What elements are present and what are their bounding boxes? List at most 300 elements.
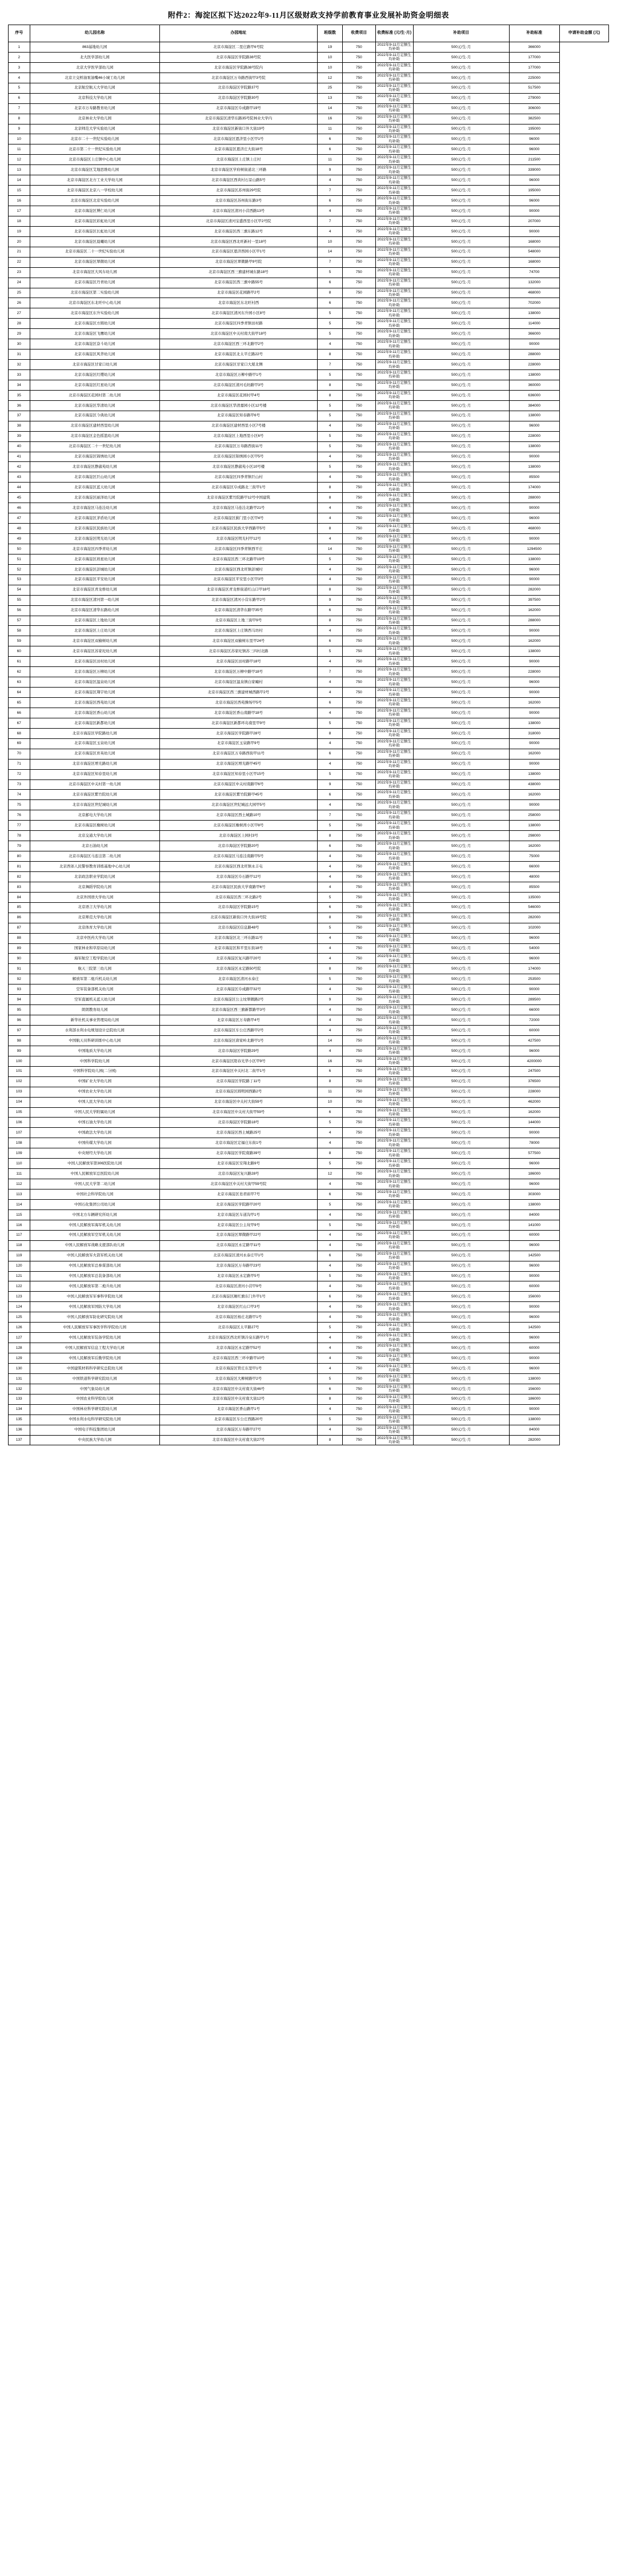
cell-subsidy-standard: 138000 bbox=[509, 1199, 559, 1209]
cell-subsidy-item: 500元/生·月 bbox=[413, 1076, 509, 1087]
cell-subsidy-standard: 288000 bbox=[509, 616, 559, 626]
cell-subsidy-item: 500元/生·月 bbox=[413, 831, 509, 841]
cell-index: 27 bbox=[9, 308, 30, 319]
cell-fee-item: 750 bbox=[343, 370, 375, 380]
cell-subsidy-standard: 90000 bbox=[509, 688, 559, 698]
cell-address: 北京市海淀区西北旺镇彭城村 bbox=[159, 564, 317, 574]
table-row bbox=[9, 779, 609, 790]
cell-address: 北京市海淀区西三环北路2号 bbox=[159, 892, 317, 902]
cell-index: 130 bbox=[9, 1363, 30, 1373]
cell-kindergarten-name: 中国人民解放军空军机关幼儿园 bbox=[30, 1230, 159, 1240]
cell-class-count: 5 bbox=[317, 646, 342, 657]
cell-fee-item: 750 bbox=[343, 216, 375, 226]
cell-address: 北京市海淀区清华东路35号院林业大学内 bbox=[159, 114, 317, 124]
cell-fee-item: 750 bbox=[343, 1251, 375, 1261]
cell-index: 12 bbox=[9, 155, 30, 165]
cell-fee-standard: 2022年9-11月定额生均补助 bbox=[375, 1384, 413, 1394]
table-row bbox=[9, 923, 609, 933]
cell-subsidy-standard: 636000 bbox=[509, 390, 559, 400]
cell-kindergarten-name: 北京市二十一世纪实验幼儿园 bbox=[30, 134, 159, 144]
cell-fee-standard: 2022年9-11月定额生均补助 bbox=[375, 1209, 413, 1220]
cell-kindergarten-name: 北京大学医学部幼儿园 bbox=[30, 62, 159, 73]
cell-fee-item: 750 bbox=[343, 1035, 375, 1046]
table-row bbox=[9, 1353, 609, 1364]
table-row bbox=[9, 472, 609, 483]
cell-class-count: 10 bbox=[317, 236, 342, 247]
table-row bbox=[9, 524, 609, 534]
cell-fee-standard: 2022年9-11月定额生均补助 bbox=[375, 605, 413, 616]
cell-class-count: 8 bbox=[317, 616, 342, 626]
cell-fee-standard: 2022年9-11月定额生均补助 bbox=[375, 1281, 413, 1292]
cell-fee-item: 750 bbox=[343, 1312, 375, 1323]
table-row bbox=[9, 452, 609, 462]
cell-index: 106 bbox=[9, 1118, 30, 1128]
table-row bbox=[9, 534, 609, 544]
cell-address: 北京市海淀区马连洼南路甲5号 bbox=[159, 851, 317, 862]
cell-subsidy-item: 500元/生·月 bbox=[413, 503, 509, 513]
cell-subsidy-standard: 60000 bbox=[509, 1026, 559, 1036]
cell-subsidy-standard: 288000 bbox=[509, 493, 559, 503]
cell-address: 北京市海淀区田村路甲18号 bbox=[159, 657, 317, 667]
cell-class-count: 5 bbox=[317, 554, 342, 564]
table-row bbox=[9, 247, 609, 257]
cell-fee-item: 750 bbox=[343, 452, 375, 462]
cell-address: 北京市海淀区阜成路甲32号 bbox=[159, 984, 317, 995]
cell-class-count: 6 bbox=[317, 1384, 342, 1394]
cell-index: 55 bbox=[9, 595, 30, 605]
table-row bbox=[9, 1425, 609, 1435]
cell-fee-standard: 2022年9-11月定额生均补助 bbox=[375, 954, 413, 964]
cell-fee-standard: 2022年9-11月定额生均补助 bbox=[375, 1066, 413, 1076]
cell-index: 6 bbox=[9, 93, 30, 103]
cell-class-count: 5 bbox=[317, 1323, 342, 1333]
table-row bbox=[9, 933, 609, 943]
table-row bbox=[9, 226, 609, 236]
cell-class-count: 6 bbox=[317, 1292, 342, 1302]
cell-subsidy-item: 500元/生·月 bbox=[413, 1015, 509, 1026]
cell-fee-item: 750 bbox=[343, 1148, 375, 1159]
cell-subsidy-standard: 96000 bbox=[509, 175, 559, 186]
cell-address: 北京市海淀区新都环岛南里甲9号 bbox=[159, 718, 317, 728]
cell-fee-item: 750 bbox=[343, 390, 375, 400]
table-row bbox=[9, 186, 609, 196]
cell-address: 北京市海淀区学院路29号 bbox=[159, 1046, 317, 1056]
cell-class-count: 5 bbox=[317, 1220, 342, 1230]
cell-fee-standard: 2022年9-11月定额生均补助 bbox=[375, 933, 413, 943]
cell-subsidy-item: 500元/生·月 bbox=[413, 144, 509, 155]
cell-class-count: 4 bbox=[317, 513, 342, 524]
cell-address: 北京市海淀区恩济里小区甲1号 bbox=[159, 134, 317, 144]
cell-subsidy-standard: 102000 bbox=[509, 923, 559, 933]
cell-fee-standard: 2022年9-11月定额生均补助 bbox=[375, 308, 413, 319]
cell-kindergarten-name: 北京市海淀区晨曦幼儿园 bbox=[30, 236, 159, 247]
cell-fee-item: 750 bbox=[343, 288, 375, 298]
cell-fee-standard: 2022年9-11月定额生均补助 bbox=[375, 1118, 413, 1128]
cell-kindergarten-name: 中国传媒大学幼儿园 bbox=[30, 1138, 159, 1148]
cell-fee-standard: 2022年9-11月定额生均补助 bbox=[375, 1097, 413, 1107]
cell-subsidy-standard: 96000 bbox=[509, 196, 559, 206]
cell-kindergarten-name: 北京市海淀区二十一世纪幼儿园 bbox=[30, 441, 159, 452]
cell-address: 北京市海淀区圆明园西路2号 bbox=[159, 1087, 317, 1097]
cell-subsidy-item: 500元/生·月 bbox=[413, 1404, 509, 1414]
cell-index: 112 bbox=[9, 1179, 30, 1189]
cell-subsidy-standard: 427500 bbox=[509, 1035, 559, 1046]
cell-class-count: 8 bbox=[317, 483, 342, 493]
cell-fee-standard: 2022年9-11月定额生均补助 bbox=[375, 1425, 413, 1435]
cell-index: 65 bbox=[9, 698, 30, 708]
cell-subsidy-standard: 376500 bbox=[509, 1076, 559, 1087]
cell-address: 北京市海淀区阜石路甲12号 bbox=[159, 871, 317, 882]
cell-class-count: 16 bbox=[317, 114, 342, 124]
cell-subsidy-standard: 90000 bbox=[509, 800, 559, 810]
cell-fee-standard: 2022年9-11月定额生均补助 bbox=[375, 360, 413, 370]
cell-address: 北京市海淀区学院路38号院内 bbox=[159, 62, 317, 73]
cell-kindergarten-name: 北京市海淀区北方工业大学幼儿园 bbox=[30, 175, 159, 186]
cell-kindergarten-name: 北京市海淀区双榆树幼儿园 bbox=[30, 636, 159, 646]
cell-kindergarten-name: 北京市海淀区甘家口幼儿园 bbox=[30, 360, 159, 370]
cell-class-count: 7 bbox=[317, 810, 342, 821]
cell-subsidy-standard: 96000 bbox=[509, 677, 559, 688]
cell-index: 93 bbox=[9, 984, 30, 995]
page-title: 附件2：海淀区拟下达2022年9-11月区级财政支持学前教育事业发展补助资金明细表 bbox=[167, 11, 450, 19]
cell-address: 北京市海淀区永定路甲52号 bbox=[159, 1343, 317, 1353]
cell-class-count: 10 bbox=[317, 1097, 342, 1107]
cell-kindergarten-name: 中国矿业大学幼儿园 bbox=[30, 1076, 159, 1087]
cell-fee-item: 750 bbox=[343, 42, 375, 53]
cell-subsidy-standard: 48000 bbox=[509, 871, 559, 882]
cell-fee-standard: 2022年9-11月定额生均补助 bbox=[375, 452, 413, 462]
cell-subsidy-item: 500元/生·月 bbox=[413, 923, 509, 933]
table-row bbox=[9, 1066, 609, 1076]
cell-index: 110 bbox=[9, 1159, 30, 1169]
cell-kindergarten-name: 北京市海淀区丹青幼儿园 bbox=[30, 278, 159, 288]
cell-fee-item: 750 bbox=[343, 688, 375, 698]
cell-index: 68 bbox=[9, 728, 30, 738]
cell-subsidy-item: 500元/生·月 bbox=[413, 1220, 509, 1230]
cell-kindergarten-name: 国家林业和草原局幼儿园 bbox=[30, 943, 159, 954]
cell-subsidy-standard: 162000 bbox=[509, 841, 559, 851]
cell-subsidy-standard: 138000 bbox=[509, 411, 559, 421]
cell-index: 84 bbox=[9, 892, 30, 902]
cell-index: 79 bbox=[9, 841, 30, 851]
cell-address: 北京市海淀区西土城路10号 bbox=[159, 810, 317, 821]
cell-subsidy-item: 500元/生·月 bbox=[413, 862, 509, 872]
cell-subsidy-standard: 162000 bbox=[509, 749, 559, 759]
cell-fee-item: 750 bbox=[343, 871, 375, 882]
cell-index: 32 bbox=[9, 360, 30, 370]
cell-subsidy-standard: 298000 bbox=[509, 831, 559, 841]
cell-class-count: 4 bbox=[317, 862, 342, 872]
table-row bbox=[9, 349, 609, 360]
cell-fee-standard: 2022年9-11月定额生均补助 bbox=[375, 1056, 413, 1066]
cell-subsidy-standard: 96000 bbox=[509, 933, 559, 943]
cell-index: 20 bbox=[9, 236, 30, 247]
cell-fee-standard: 2022年9-11月定额生均补助 bbox=[375, 984, 413, 995]
cell-class-count: 14 bbox=[317, 1035, 342, 1046]
cell-class-count: 5 bbox=[317, 267, 342, 278]
cell-kindergarten-name: 北京市海淀区北京八一学校幼儿园 bbox=[30, 186, 159, 196]
cell-fee-standard: 2022年9-11月定额生均补助 bbox=[375, 206, 413, 216]
cell-fee-standard: 2022年9-11月定额生均补助 bbox=[375, 585, 413, 595]
cell-subsidy-item: 500元/生·月 bbox=[413, 360, 509, 370]
cell-fee-item: 750 bbox=[343, 616, 375, 626]
cell-index: 11 bbox=[9, 144, 30, 155]
cell-fee-item: 750 bbox=[343, 646, 375, 657]
cell-class-count: 5 bbox=[317, 400, 342, 411]
cell-fee-standard: 2022年9-11月定额生均补助 bbox=[375, 1414, 413, 1425]
cell-subsidy-standard: 517500 bbox=[509, 83, 559, 93]
cell-fee-item: 750 bbox=[343, 677, 375, 688]
table-row bbox=[9, 360, 609, 370]
table-row bbox=[9, 605, 609, 616]
cell-fee-item: 750 bbox=[343, 1292, 375, 1302]
cell-class-count: 13 bbox=[317, 93, 342, 103]
cell-fee-standard: 2022年9-11月定额生均补助 bbox=[375, 52, 413, 62]
table-row bbox=[9, 892, 609, 902]
cell-subsidy-standard: 468000 bbox=[509, 288, 559, 298]
cell-kindergarten-name: 北大医学部幼儿园 bbox=[30, 52, 159, 62]
cell-subsidy-item: 500元/生·月 bbox=[413, 534, 509, 544]
cell-address: 北京市海淀区恩济西园小区甲1号 bbox=[159, 247, 317, 257]
cell-index: 134 bbox=[9, 1404, 30, 1414]
cell-subsidy-item: 500元/生·月 bbox=[413, 62, 509, 73]
cell-subsidy-item: 500元/生·月 bbox=[413, 902, 509, 913]
cell-kindergarten-name: 北京体育大学幼儿园 bbox=[30, 923, 159, 933]
cell-index: 89 bbox=[9, 943, 30, 954]
cell-address: 北京市海淀区西北旺镇冷泉东路甲1号 bbox=[159, 1333, 317, 1343]
table-row bbox=[9, 995, 609, 1005]
cell-subsidy-item: 500元/生·月 bbox=[413, 667, 509, 677]
cell-fee-item: 750 bbox=[343, 892, 375, 902]
cell-index: 70 bbox=[9, 749, 30, 759]
cell-fee-standard: 2022年9-11月定额生均补助 bbox=[375, 144, 413, 155]
cell-subsidy-item: 500元/生·月 bbox=[413, 349, 509, 360]
cell-kindergarten-name: 北京市海淀区上庄幼儿园 bbox=[30, 626, 159, 636]
table-row bbox=[9, 831, 609, 841]
cell-kindergarten-name: 北京市海淀区知春里幼儿园 bbox=[30, 769, 159, 779]
cell-kindergarten-name: 北京市海淀区橡树幼儿园 bbox=[30, 821, 159, 831]
cell-index: 24 bbox=[9, 278, 30, 288]
cell-fee-standard: 2022年9-11月定额生均补助 bbox=[375, 1435, 413, 1445]
cell-kindergarten-name: 海军航空工程学院幼儿园 bbox=[30, 954, 159, 964]
cell-fee-item: 750 bbox=[343, 1159, 375, 1169]
table-row bbox=[9, 144, 609, 155]
cell-subsidy-item: 500元/生·月 bbox=[413, 790, 509, 800]
cell-class-count: 5 bbox=[317, 718, 342, 728]
cell-address: 北京市海淀区香山南路甲18号 bbox=[159, 708, 317, 718]
cell-subsidy-standard: 74700 bbox=[509, 267, 559, 278]
cell-fee-standard: 2022年9-11月定额生均补助 bbox=[375, 943, 413, 954]
cell-class-count: 5 bbox=[317, 769, 342, 779]
cell-kindergarten-name: 北京市海淀区蓝天幼儿园 bbox=[30, 483, 159, 493]
cell-address: 北京市海淀区中关村南大街甲18号 bbox=[159, 329, 317, 339]
cell-address: 北京市海淀区苏家坨镇苏三四村北路 bbox=[159, 646, 317, 657]
table-row bbox=[9, 821, 609, 831]
table-row bbox=[9, 1148, 609, 1159]
cell-kindergarten-name: 中国航天员科研训练中心幼儿园 bbox=[30, 1035, 159, 1046]
cell-fee-item: 750 bbox=[343, 472, 375, 483]
cell-kindergarten-name: 北京市海淀区长虹幼儿园 bbox=[30, 226, 159, 236]
cell-index: 86 bbox=[9, 913, 30, 923]
cell-subsidy-standard: 397500 bbox=[509, 595, 559, 605]
cell-class-count: 5 bbox=[317, 370, 342, 380]
cell-subsidy-item: 500元/生·月 bbox=[413, 708, 509, 718]
cell-address: 北京市海淀区上园村3号 bbox=[159, 831, 317, 841]
table-row bbox=[9, 626, 609, 636]
cell-subsidy-item: 500元/生·月 bbox=[413, 974, 509, 984]
cell-fee-item: 750 bbox=[343, 984, 375, 995]
cell-class-count: 8 bbox=[317, 390, 342, 400]
table-row bbox=[9, 1251, 609, 1261]
cell-kindergarten-name: 北京林业大学幼儿园 bbox=[30, 114, 159, 124]
cell-address: 北京市海淀区翠微路甲22号 bbox=[159, 1230, 317, 1240]
cell-subsidy-standard: 96000 bbox=[509, 1261, 559, 1271]
cell-address: 北京市海淀区学院路30号 bbox=[159, 93, 317, 103]
cell-index: 103 bbox=[9, 1087, 30, 1097]
cell-fee-standard: 2022年9-11月定额生均补助 bbox=[375, 1005, 413, 1015]
cell-fee-standard: 2022年9-11月定额生均补助 bbox=[375, 1220, 413, 1230]
cell-kindergarten-name: 中国科学院幼儿园(二分园) bbox=[30, 1066, 159, 1076]
cell-index: 123 bbox=[9, 1292, 30, 1302]
cell-kindergarten-name: 中国人民解放军总医院幼儿园 bbox=[30, 1169, 159, 1179]
cell-kindergarten-name: 北京科技大学幼儿园 bbox=[30, 93, 159, 103]
cell-address: 北京市海淀区苏州街29号院 bbox=[159, 186, 317, 196]
table-row bbox=[9, 790, 609, 800]
cell-fee-item: 750 bbox=[343, 1435, 375, 1445]
cell-fee-item: 750 bbox=[343, 779, 375, 790]
cell-class-count: 4 bbox=[317, 708, 342, 718]
cell-kindergarten-name: 北京市海淀区东北旺中心幼儿园 bbox=[30, 298, 159, 308]
cell-fee-standard: 2022年9-11月定额生均补助 bbox=[375, 667, 413, 677]
cell-subsidy-item: 500元/生·月 bbox=[413, 841, 509, 851]
cell-subsidy-item: 500元/生·月 bbox=[413, 472, 509, 483]
table-row bbox=[9, 216, 609, 226]
table-row bbox=[9, 493, 609, 503]
table-row bbox=[9, 1159, 609, 1169]
cell-fee-item: 750 bbox=[343, 790, 375, 800]
cell-class-count: 4 bbox=[317, 626, 342, 636]
cell-index: 35 bbox=[9, 390, 30, 400]
cell-fee-standard: 2022年9-11月定额生均补助 bbox=[375, 257, 413, 267]
cell-kindergarten-name: 北京市海淀区博仁幼儿园 bbox=[30, 206, 159, 216]
cell-fee-item: 750 bbox=[343, 1005, 375, 1015]
cell-index: 14 bbox=[9, 175, 30, 186]
cell-fee-standard: 2022年9-11月定额生均补助 bbox=[375, 1302, 413, 1312]
cell-index: 60 bbox=[9, 646, 30, 657]
cell-fee-standard: 2022年9-11月定额生均补助 bbox=[375, 1076, 413, 1087]
cell-subsidy-standard: 468000 bbox=[509, 524, 559, 534]
cell-class-count: 4 bbox=[317, 503, 342, 513]
table-row bbox=[9, 1107, 609, 1118]
cell-address: 北京市海淀区四季青镇西平庄 bbox=[159, 544, 317, 554]
table-row bbox=[9, 1323, 609, 1333]
cell-subsidy-item: 500元/生·月 bbox=[413, 933, 509, 943]
cell-address: 北京市海淀区橡树湾小区甲8号 bbox=[159, 821, 317, 831]
cell-fee-standard: 2022年9-11月定额生均补助 bbox=[375, 411, 413, 421]
cell-address: 北京市海淀区马连洼北路甲21号 bbox=[159, 503, 317, 513]
cell-address: 北京市海淀区知春路甲6号 bbox=[159, 411, 317, 421]
cell-class-count: 6 bbox=[317, 749, 342, 759]
cell-subsidy-standard: 90000 bbox=[509, 503, 559, 513]
cell-subsidy-standard: 138000 bbox=[509, 1414, 559, 1425]
cell-fee-standard: 2022年9-11月定额生均补助 bbox=[375, 677, 413, 688]
cell-class-count: 10 bbox=[317, 52, 342, 62]
cell-index: 90 bbox=[9, 954, 30, 964]
cell-class-count: 11 bbox=[317, 155, 342, 165]
cell-fee-item: 750 bbox=[343, 1066, 375, 1076]
cell-kindergarten-name: 中央财经大学幼儿园 bbox=[30, 1148, 159, 1159]
cell-fee-standard: 2022年9-11月定额生均补助 bbox=[375, 871, 413, 882]
cell-index: 28 bbox=[9, 319, 30, 329]
cell-subsidy-standard: 195000 bbox=[509, 124, 559, 134]
cell-index: 21 bbox=[9, 247, 30, 257]
cell-class-count: 6 bbox=[317, 196, 342, 206]
cell-subsidy-standard: 90000 bbox=[509, 657, 559, 667]
table-row bbox=[9, 257, 609, 267]
cell-fee-standard: 2022年9-11月定额生均补助 bbox=[375, 831, 413, 841]
cell-address: 北京市海淀区世纪城远大园甲5号 bbox=[159, 800, 317, 810]
cell-address: 北京市海淀区太平路27号 bbox=[159, 1323, 317, 1333]
cell-address: 北京市海淀区上地三街甲9号 bbox=[159, 616, 317, 626]
cell-class-count: 4 bbox=[317, 534, 342, 544]
cell-subsidy-item: 500元/生·月 bbox=[413, 93, 509, 103]
cell-class-count: 4 bbox=[317, 564, 342, 574]
cell-address: 北京市海淀区学院路甲20号 bbox=[159, 1199, 317, 1209]
cell-subsidy-item: 500元/生·月 bbox=[413, 288, 509, 298]
cell-kindergarten-name: 北京市海淀区飞鹰幼儿园 bbox=[30, 329, 159, 339]
cell-class-count: 7 bbox=[317, 186, 342, 196]
cell-address: 北京市海淀区学院路20号 bbox=[159, 841, 317, 851]
cell-subsidy-standard: 60000 bbox=[509, 1281, 559, 1292]
cell-address: 北京市海淀区清河小营甲9号 bbox=[159, 1281, 317, 1292]
cell-subsidy-item: 500元/生·月 bbox=[413, 124, 509, 134]
table-row bbox=[9, 462, 609, 472]
cell-subsidy-item: 500元/生·月 bbox=[413, 1363, 509, 1373]
cell-fee-item: 750 bbox=[343, 728, 375, 738]
cell-address: 北京市海淀区平安里小区甲3号 bbox=[159, 574, 317, 585]
cell-index: 69 bbox=[9, 738, 30, 749]
cell-fee-item: 750 bbox=[343, 1046, 375, 1056]
cell-kindergarten-name: 中央民族大学幼儿园 bbox=[30, 1435, 159, 1445]
cell-fee-item: 750 bbox=[343, 196, 375, 206]
cell-kindergarten-name: 中国人民解放军海军机关幼儿园 bbox=[30, 1220, 159, 1230]
cell-subsidy-item: 500元/生·月 bbox=[413, 1148, 509, 1159]
cell-address: 北京市海淀区清河小营西路13号 bbox=[159, 206, 317, 216]
cell-fee-item: 750 bbox=[343, 62, 375, 73]
cell-fee-standard: 2022年9-11月定额生均补助 bbox=[375, 564, 413, 574]
cell-subsidy-standard: 577500 bbox=[509, 1148, 559, 1159]
cell-fee-item: 750 bbox=[343, 1015, 375, 1026]
table-row bbox=[9, 62, 609, 73]
table-row bbox=[9, 1128, 609, 1138]
cell-subsidy-item: 500元/生·月 bbox=[413, 882, 509, 892]
cell-index: 23 bbox=[9, 267, 30, 278]
cell-index: 117 bbox=[9, 1230, 30, 1240]
cell-subsidy-standard: 4200000 bbox=[509, 1056, 559, 1066]
cell-subsidy-standard: 96000 bbox=[509, 421, 559, 431]
cell-fee-standard: 2022年9-11月定额生均补助 bbox=[375, 236, 413, 247]
table-row bbox=[9, 564, 609, 574]
cell-subsidy-item: 500元/生·月 bbox=[413, 554, 509, 564]
cell-index: 34 bbox=[9, 380, 30, 390]
cell-kindergarten-name: 中国水利水电科学研究院幼儿园 bbox=[30, 1414, 159, 1425]
cell-address: 北京市海淀区玉泉路甲9号 bbox=[159, 738, 317, 749]
cell-kindergarten-name: 863基地幼儿园 bbox=[30, 42, 159, 53]
cell-fee-standard: 2022年9-11月定额生均补助 bbox=[375, 73, 413, 83]
cell-subsidy-item: 500元/生·月 bbox=[413, 984, 509, 995]
cell-subsidy-standard: 90000 bbox=[509, 1353, 559, 1364]
cell-index: 67 bbox=[9, 718, 30, 728]
